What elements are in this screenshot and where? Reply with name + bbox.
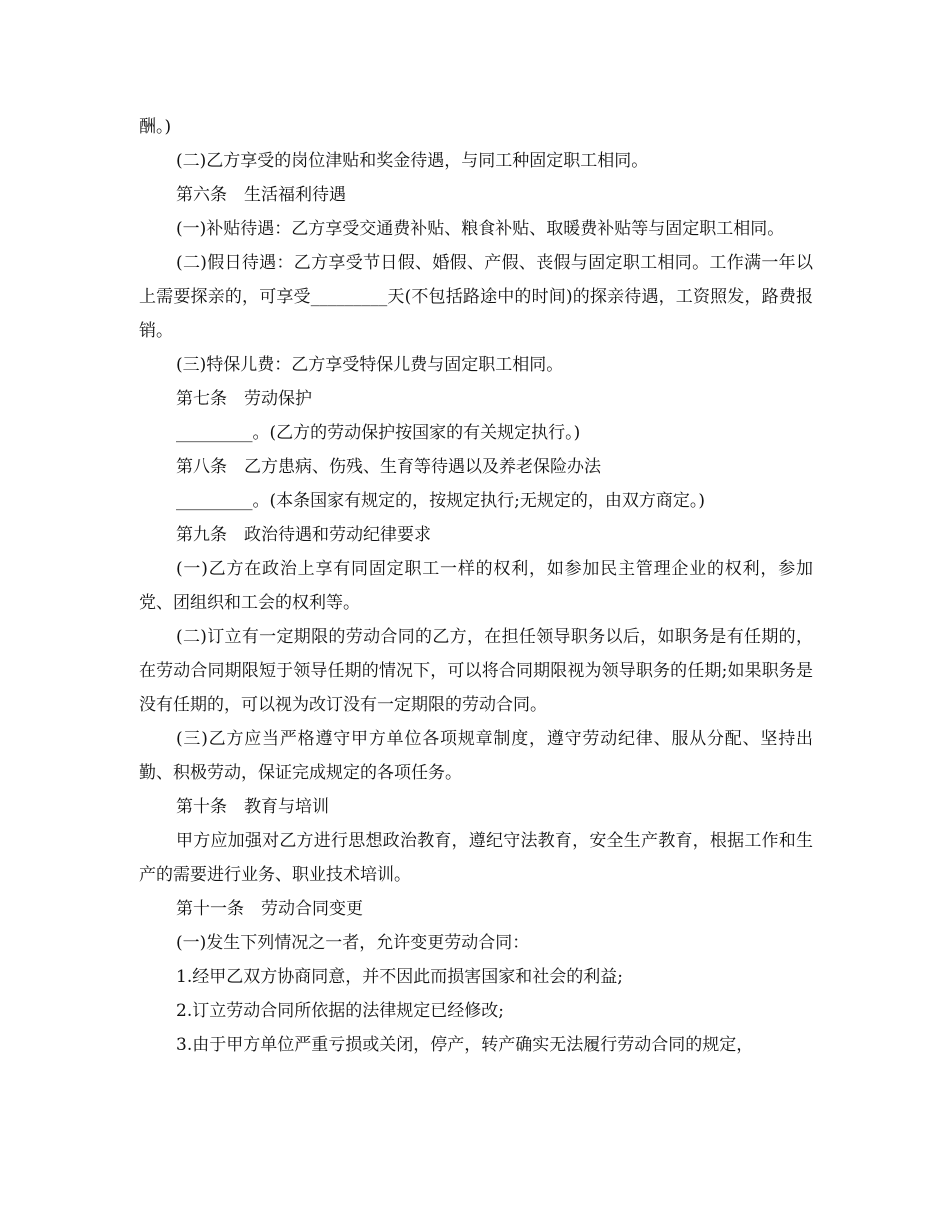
article-8-heading: 第八条 乙方患病、伤残、生育等待遇以及养老保险办法: [176, 457, 601, 477]
paragraph-13: (三)乙方应当严格遵守甲方单位各项规章制度，遵守劳动纪律、服从分配、坚持出勤、积极劳动，保证完成规定的各项任务。: [139, 729, 813, 783]
paragraph-15: 甲方应加强对乙方进行思想政治教育，遵纪守法教育，安全生产教育，根据工作和生产的需要进行业务、职业技术培训。: [139, 831, 813, 885]
paragraph-4: (二)假日待遇：乙方享受节日假、婚假、产假、丧假与固定职工相同。工作满一年以上需要探亲的，可享受_________天(不包括路途中的时间)的探亲待遇，工资照发，路费报销。: [139, 253, 813, 341]
paragraph-9: _________。(本条国家有规定的，按规定执行;无规定的，由双方商定。): [176, 491, 705, 511]
paragraph-5: (三)特保儿费：乙方享受特保儿费与固定职工相同。: [176, 355, 564, 375]
paragraph-12: (二)订立有一定期限的劳动合同的乙方，在担任领导职务以后，如职务是有任期的，在劳动合同期限短于领导任期的情况下，可以将合同期限视为领导职务的任期;如果职务是没有任期的，可以视为改订没有一定期限的劳动合同。: [139, 627, 813, 715]
paragraph-17: (一)发生下列情况之一者，允许变更劳动合同：: [176, 933, 530, 953]
article-11-heading: 第十一条 劳动合同变更: [176, 899, 363, 919]
list-item-1: 1.经甲乙双方协商同意，并不因此而损害国家和社会的利益;: [176, 967, 623, 987]
paragraph-1: (二)乙方享受的岗位津贴和奖金待遇，与同工种固定职工相同。: [176, 151, 649, 171]
paragraph-3: (一)补贴待遇：乙方享受交通费补贴、粮食补贴、取暖费补贴等与固定职工相同。: [176, 219, 785, 239]
article-6-heading: 第六条 生活福利待遇: [176, 185, 346, 205]
article-7-heading: 第七条 劳动保护: [176, 389, 312, 409]
paragraph-7: _________。(乙方的劳动保护按国家的有关规定执行。): [176, 423, 581, 443]
list-item-3: 3.由于甲方单位严重亏损或关闭，停产，转产确实无法履行劳动合同的规定，: [176, 1035, 754, 1055]
article-10-heading: 第十条 教育与培训: [176, 797, 329, 817]
document-body: [139, 110, 813, 1062]
article-9-heading: 第九条 政治待遇和劳动纪律要求: [176, 525, 431, 545]
paragraph-11: (一)乙方在政治上享有同固定职工一样的权利，如参加民主管理企业的权利，参加党、团组织和工会的权利等。: [139, 559, 813, 613]
paragraph-0: 酬。): [139, 117, 172, 137]
list-item-2: 2.订立劳动合同所依据的法律规定已经修改;: [176, 1001, 504, 1021]
